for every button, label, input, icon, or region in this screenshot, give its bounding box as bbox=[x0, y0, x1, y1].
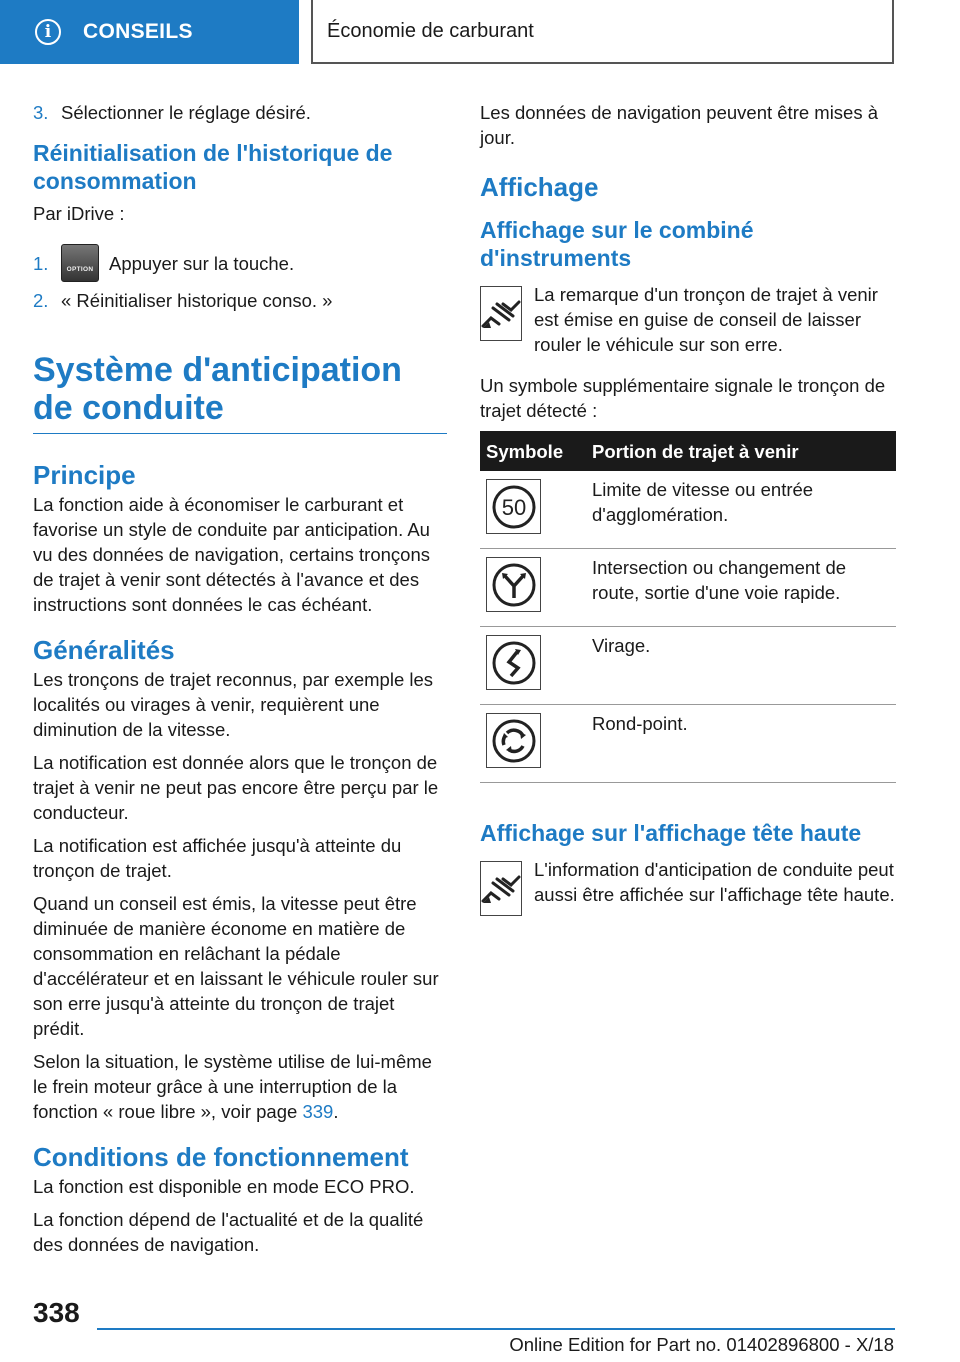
text-run: . bbox=[333, 1101, 339, 1122]
column-header: Portion de trajet à venir bbox=[586, 431, 896, 471]
step-number: 3. bbox=[33, 102, 49, 123]
step-2 bbox=[33, 288, 447, 313]
option-button-icon: OPTION bbox=[61, 244, 99, 282]
combine-note bbox=[480, 286, 896, 357]
right-column bbox=[480, 100, 896, 932]
table-cell: Rond-point. bbox=[586, 705, 896, 783]
info-icon: i bbox=[35, 19, 61, 45]
edition-text: Online Edition for Part no. 01402896800 - X/18 bbox=[509, 1334, 894, 1355]
page-title: Économie de carburant bbox=[327, 19, 534, 42]
hud-heading: Affichage sur l'affichage tête haute bbox=[480, 820, 862, 846]
curve-icon bbox=[486, 635, 541, 690]
table-cell: Intersection ou changement de route, sortie d'une voie rapide. bbox=[586, 549, 896, 627]
affichage-heading: Affichage bbox=[480, 172, 599, 202]
hud-note bbox=[480, 861, 896, 916]
section-tab-label: CONSEILS bbox=[83, 20, 193, 43]
generalites-text-4: Quand un conseil est émis, la vitesse peut être diminuée de manière économe en matière de consommation en relâchant la pédale d'accélérateur et en laissant le véhicule rouler sur son erre jusqu'à atteinte du tronçon de trajet prédit. bbox=[33, 893, 439, 1039]
reset-intro: Par iDrive : bbox=[33, 203, 125, 224]
table-row bbox=[480, 471, 896, 549]
generalites-text-2: La notification est donnée alors que le tronçon de trajet à venir ne peut pas encore être perçu par le conducteur. bbox=[33, 752, 439, 823]
symbol-table bbox=[480, 431, 896, 783]
nav-update-text: Les données de navigation peuvent être mises à jour. bbox=[480, 102, 879, 148]
step-1 bbox=[33, 244, 447, 282]
generalites-heading: Généralités bbox=[33, 635, 175, 665]
combine-note-text: La remarque d'un tronçon de trajet à venir est émise en guise de conseil de laisser rouler le véhicule sur son erre. bbox=[534, 284, 878, 355]
page-title-box bbox=[311, 0, 894, 64]
page-number: 338 bbox=[33, 1297, 80, 1328]
table-header-row bbox=[480, 431, 896, 471]
principe-heading: Principe bbox=[33, 460, 136, 490]
reset-heading: Réinitialisation de l'historique de consommation bbox=[33, 140, 393, 194]
table-cell: Limite de vitesse ou entrée d'agglomération. bbox=[586, 471, 896, 549]
step-text: « Réinitialiser historique conso. » bbox=[61, 290, 333, 311]
conditions-text-1: La fonction est disponible en mode ECO PRO. bbox=[33, 1176, 415, 1197]
table-cell: Virage. bbox=[586, 627, 896, 705]
footer-divider bbox=[97, 1328, 895, 1330]
generalites-text-1: Les tronçons de trajet reconnus, par exemple les localités ou virages à venir, requièrent une diminution de la vitesse. bbox=[33, 669, 434, 740]
step-number: 2. bbox=[33, 290, 49, 311]
text-run: Selon la situation, le système utilise de lui-même le frein moteur grâce à une interruption de la fonction « roue libre », voir page bbox=[33, 1051, 432, 1122]
system-heading-block bbox=[33, 351, 447, 434]
section-tab[interactable] bbox=[0, 0, 299, 64]
table-row bbox=[480, 627, 896, 705]
step-number: 1. bbox=[33, 252, 49, 274]
intersection-icon bbox=[486, 557, 541, 612]
step-text: Appuyer sur la touche. bbox=[109, 252, 295, 274]
table-row bbox=[480, 549, 896, 627]
table-row bbox=[480, 705, 896, 783]
system-heading: Système d'anticipation de conduite bbox=[33, 351, 402, 427]
step-text: Sélectionner le réglage désiré. bbox=[61, 102, 311, 123]
generalites-text-5 bbox=[33, 1049, 447, 1124]
symbol-intro: Un symbole supplémentaire signale le tronçon de trajet détecté : bbox=[480, 375, 886, 421]
coasting-icon bbox=[480, 861, 522, 916]
left-column bbox=[33, 100, 447, 1265]
generalites-text-3: La notification est affichée jusqu'à atteinte du tronçon de trajet. bbox=[33, 835, 402, 881]
hud-note-text: L'information d'anticipation de conduite peut aussi être affichée sur l'affichage tête haute. bbox=[534, 859, 895, 905]
conditions-text-2: La fonction dépend de l'actualité et de la qualité des données de navigation. bbox=[33, 1209, 424, 1255]
principe-text: La fonction aide à économiser le carburant et favorise un style de conduite par anticipation. Au vu des données de navigation, certains tronçons de trajet à venir sont détectés à l'avance et des instructions sont données le cas échéant. bbox=[33, 494, 430, 615]
step-3 bbox=[33, 100, 447, 125]
column-header: Symbole bbox=[480, 431, 586, 471]
speed-limit-50-icon bbox=[486, 479, 541, 534]
conditions-heading: Conditions de fonctionnement bbox=[33, 1142, 409, 1172]
coasting-icon bbox=[480, 286, 522, 341]
page-link[interactable]: 339 bbox=[302, 1101, 334, 1122]
combine-heading: Affichage sur le combiné d'instruments bbox=[480, 217, 754, 271]
roundabout-icon bbox=[486, 713, 541, 768]
speed-limit-sign-text: 50 bbox=[501, 494, 526, 520]
